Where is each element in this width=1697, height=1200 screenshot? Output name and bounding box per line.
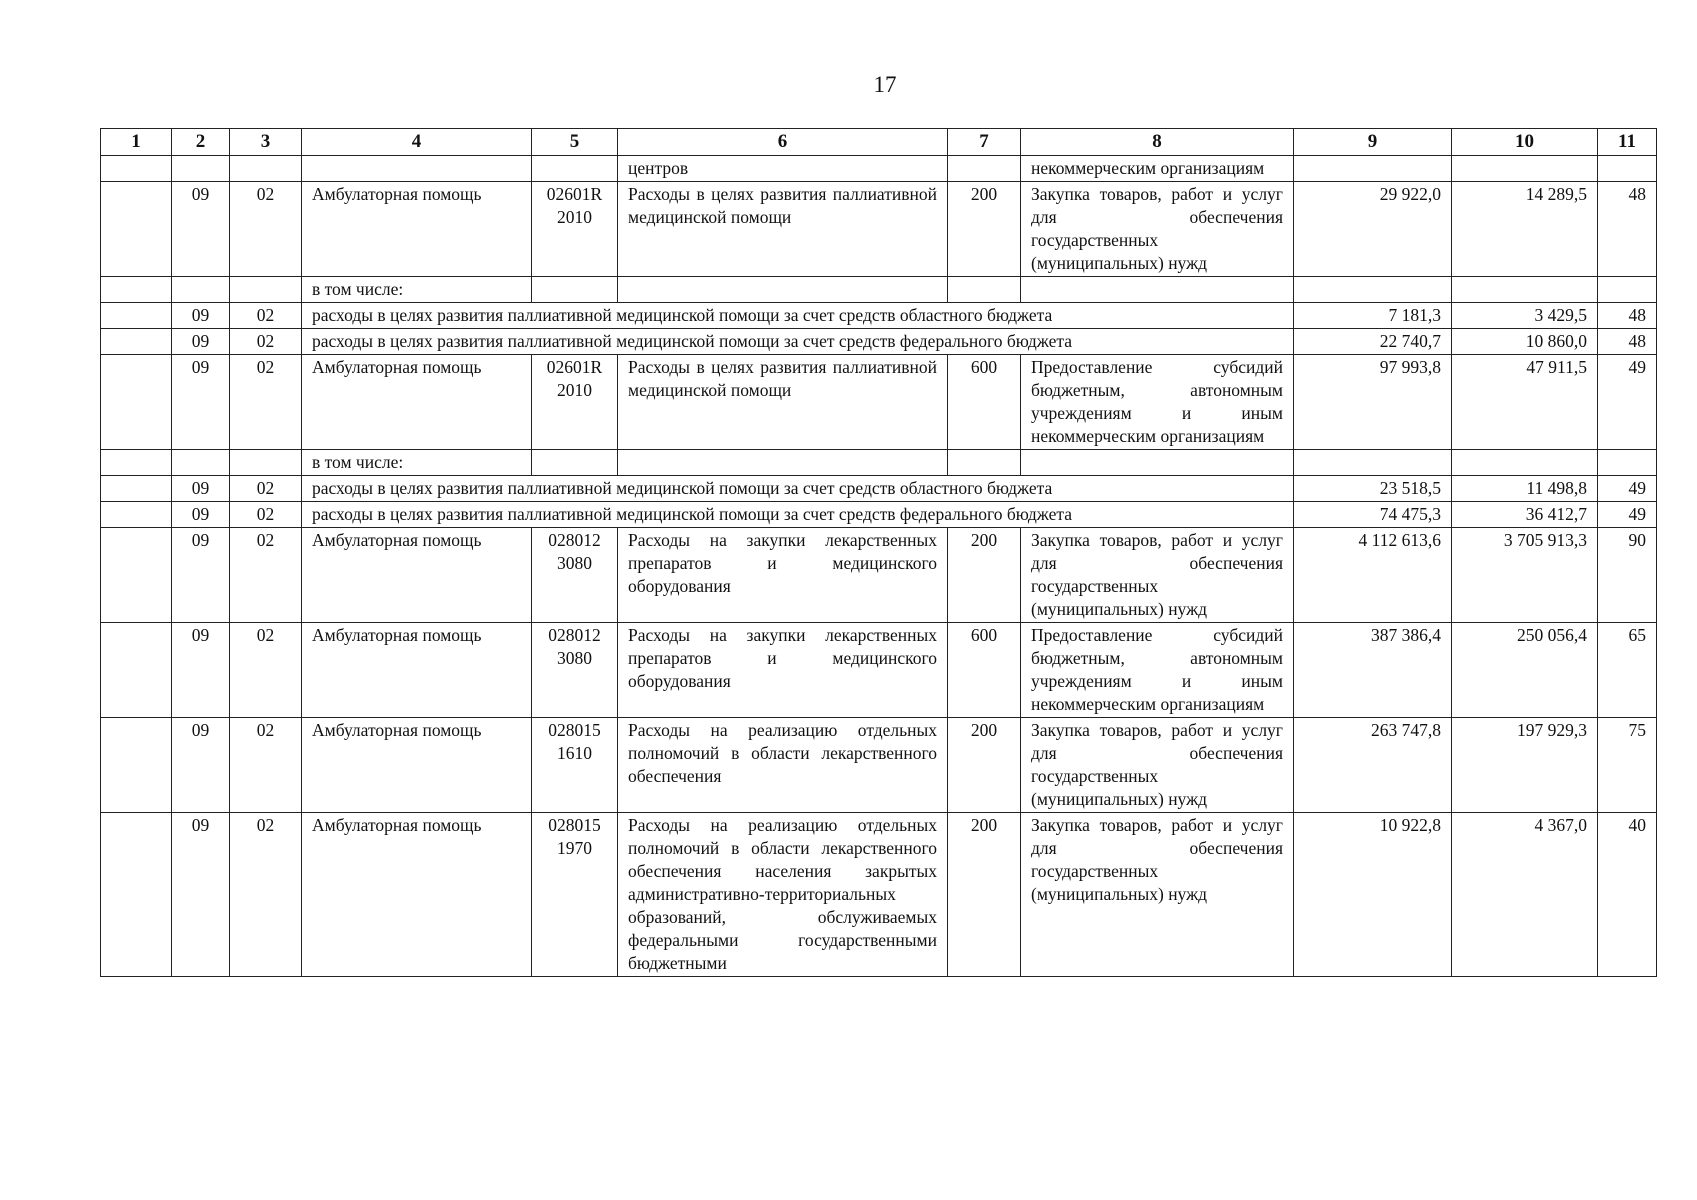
cell-expense-type-code: 600: [948, 355, 1021, 450]
cell-col-1: [101, 355, 172, 450]
cell-percent-col-11: 75: [1598, 718, 1657, 813]
cell-percent-col-11: 65: [1598, 623, 1657, 718]
cell-target-description: Расходы на реализацию отдельных полномочий в области лекарственного обеспечения населения закрытых административно-территориальных образований, обслуживаемых федеральными государственными бюджетными: [618, 813, 948, 977]
cell-amount-col-10: 3 705 913,3: [1452, 528, 1598, 623]
cell-percent-col-11: 49: [1598, 502, 1657, 528]
cell-target-code: 02601R 2010: [532, 355, 618, 450]
table-row: [101, 476, 1657, 502]
cell-amount-col-10: [1452, 156, 1598, 182]
cell-amount-col-9: 4 112 613,6: [1294, 528, 1452, 623]
cell-col-1: [101, 476, 172, 502]
cell-subsection: [230, 156, 302, 182]
cell-expense-type-code: 200: [948, 813, 1021, 977]
column-header-11: 11: [1598, 129, 1657, 156]
column-header-1: 1: [101, 129, 172, 156]
cell-amount-col-9: [1294, 277, 1452, 303]
cell-subsection-name: Амбулаторная помощь: [302, 813, 532, 977]
cell-amount-col-10: [1452, 450, 1598, 476]
cell-subsection: 02: [230, 623, 302, 718]
column-header-3: 3: [230, 129, 302, 156]
cell-amount-col-10: 197 929,3: [1452, 718, 1598, 813]
cell-expense-type-code: 600: [948, 623, 1021, 718]
cell-including-label: в том числе:: [302, 450, 532, 476]
cell-funding-source: расходы в целях развития паллиативной медицинской помощи за счет средств областного бюджета: [302, 476, 1294, 502]
cell-col-1: [101, 623, 172, 718]
cell-col-1: [101, 502, 172, 528]
cell-subsection: 02: [230, 355, 302, 450]
cell-subsection-name: Амбулаторная помощь: [302, 718, 532, 813]
cell-empty: [948, 277, 1021, 303]
cell-amount-col-9: [1294, 450, 1452, 476]
cell-target-code: 028015 1610: [532, 718, 618, 813]
table-row: [101, 813, 1657, 977]
cell-subsection: 02: [230, 718, 302, 813]
table-row: [101, 156, 1657, 182]
cell-col-1: [101, 182, 172, 277]
cell-percent-col-11: 48: [1598, 303, 1657, 329]
cell-target-description: Расходы на закупки лекарственных препаратов и медицинского оборудования: [618, 528, 948, 623]
table-row: [101, 329, 1657, 355]
cell-expense-type-description: Закупка товаров, работ и услуг для обеспечения государственных (муниципальных) нужд: [1021, 813, 1294, 977]
cell-empty: [618, 277, 948, 303]
cell-subsection: 02: [230, 813, 302, 977]
cell-amount-col-9: 97 993,8: [1294, 355, 1452, 450]
table-row: [101, 355, 1657, 450]
cell-section: 09: [172, 329, 230, 355]
cell-subsection: [230, 450, 302, 476]
column-header-5: 5: [532, 129, 618, 156]
page-number: 17: [873, 72, 897, 97]
cell-subsection: 02: [230, 182, 302, 277]
table-row: [101, 623, 1657, 718]
cell-target-code: [532, 156, 618, 182]
cell-including-label: в том числе:: [302, 277, 532, 303]
table-row: [101, 502, 1657, 528]
cell-amount-col-9: 7 181,3: [1294, 303, 1452, 329]
cell-section: [172, 156, 230, 182]
cell-section: 09: [172, 303, 230, 329]
cell-empty: [1021, 277, 1294, 303]
cell-subsection-name: Амбулаторная помощь: [302, 623, 532, 718]
table-row: [101, 182, 1657, 277]
cell-percent-col-11: 40: [1598, 813, 1657, 977]
cell-amount-col-9: 29 922,0: [1294, 182, 1452, 277]
cell-expense-type-code: 200: [948, 718, 1021, 813]
cell-funding-source: расходы в целях развития паллиативной медицинской помощи за счет средств федерального бюджета: [302, 329, 1294, 355]
cell-section: 09: [172, 182, 230, 277]
cell-percent-col-11: [1598, 450, 1657, 476]
cell-subsection-name: Амбулаторная помощь: [302, 182, 532, 277]
cell-amount-col-9: 22 740,7: [1294, 329, 1452, 355]
cell-target-code: 028012 3080: [532, 623, 618, 718]
cell-col-1: [101, 528, 172, 623]
cell-expense-type-description: Предоставление субсидий бюджетным, автономным учреждениям и иным некоммерческим организациям: [1021, 355, 1294, 450]
cell-expense-type-code: 200: [948, 182, 1021, 277]
cell-percent-col-11: 48: [1598, 329, 1657, 355]
cell-subsection: 02: [230, 303, 302, 329]
cell-target-description: Расходы в целях развития паллиативной медицинской помощи: [618, 182, 948, 277]
cell-funding-source: расходы в целях развития паллиативной медицинской помощи за счет средств областного бюджета: [302, 303, 1294, 329]
column-header-10: 10: [1452, 129, 1598, 156]
table-row: [101, 277, 1657, 303]
cell-subsection-name: Амбулаторная помощь: [302, 528, 532, 623]
cell-amount-col-10: 10 860,0: [1452, 329, 1598, 355]
cell-section: [172, 450, 230, 476]
cell-expense-type-description: Предоставление субсидий бюджетным, автономным учреждениям и иным некоммерческим организациям: [1021, 623, 1294, 718]
cell-section: 09: [172, 813, 230, 977]
cell-target-code: 028012 3080: [532, 528, 618, 623]
cell-col-1: [101, 450, 172, 476]
column-header-9: 9: [1294, 129, 1452, 156]
cell-section: 09: [172, 623, 230, 718]
cell-subsection: 02: [230, 502, 302, 528]
cell-funding-source: расходы в целях развития паллиативной медицинской помощи за счет средств федерального бюджета: [302, 502, 1294, 528]
budget-table: [100, 128, 1657, 977]
cell-empty: [1021, 450, 1294, 476]
cell-amount-col-9: 263 747,8: [1294, 718, 1452, 813]
cell-col-1: [101, 156, 172, 182]
cell-amount-col-9: 74 475,3: [1294, 502, 1452, 528]
cell-subsection-name: [302, 156, 532, 182]
cell-amount-col-10: 47 911,5: [1452, 355, 1598, 450]
cell-expense-type-description: Закупка товаров, работ и услуг для обеспечения государственных (муниципальных) нужд: [1021, 528, 1294, 623]
cell-empty: [532, 450, 618, 476]
table-row: [101, 528, 1657, 623]
cell-amount-col-10: 36 412,7: [1452, 502, 1598, 528]
cell-expense-type-description: Закупка товаров, работ и услуг для обеспечения государственных (муниципальных) нужд: [1021, 718, 1294, 813]
cell-col-1: [101, 718, 172, 813]
cell-col-1: [101, 303, 172, 329]
cell-target-description: Расходы на реализацию отдельных полномочий в области лекарственного обеспечения: [618, 718, 948, 813]
column-header-8: 8: [1021, 129, 1294, 156]
cell-col-1: [101, 277, 172, 303]
cell-percent-col-11: [1598, 277, 1657, 303]
cell-subsection: 02: [230, 329, 302, 355]
header-row: [101, 129, 1657, 156]
cell-amount-col-10: 3 429,5: [1452, 303, 1598, 329]
cell-section: 09: [172, 502, 230, 528]
table-body: [101, 156, 1657, 977]
cell-subsection: 02: [230, 476, 302, 502]
cell-target-description: Расходы на закупки лекарственных препаратов и медицинского оборудования: [618, 623, 948, 718]
cell-expense-type-description: некоммерческим организациям: [1021, 156, 1294, 182]
cell-section: 09: [172, 355, 230, 450]
cell-percent-col-11: 48: [1598, 182, 1657, 277]
cell-subsection: 02: [230, 528, 302, 623]
cell-amount-col-10: 14 289,5: [1452, 182, 1598, 277]
column-header-4: 4: [302, 129, 532, 156]
cell-amount-col-9: 23 518,5: [1294, 476, 1452, 502]
column-header-6: 6: [618, 129, 948, 156]
cell-percent-col-11: 90: [1598, 528, 1657, 623]
cell-target-code: 028015 1970: [532, 813, 618, 977]
cell-amount-col-10: [1452, 277, 1598, 303]
cell-subsection-name: Амбулаторная помощь: [302, 355, 532, 450]
cell-section: 09: [172, 718, 230, 813]
cell-percent-col-11: [1598, 156, 1657, 182]
cell-amount-col-9: 10 922,8: [1294, 813, 1452, 977]
cell-section: 09: [172, 476, 230, 502]
cell-amount-col-10: 4 367,0: [1452, 813, 1598, 977]
cell-percent-col-11: 49: [1598, 355, 1657, 450]
cell-amount-col-9: 387 386,4: [1294, 623, 1452, 718]
table-row: [101, 450, 1657, 476]
cell-col-1: [101, 329, 172, 355]
cell-section: 09: [172, 528, 230, 623]
table-row: [101, 303, 1657, 329]
cell-percent-col-11: 49: [1598, 476, 1657, 502]
cell-section: [172, 277, 230, 303]
cell-target-code: 02601R 2010: [532, 182, 618, 277]
cell-empty: [532, 277, 618, 303]
column-header-2: 2: [172, 129, 230, 156]
cell-col-1: [101, 813, 172, 977]
cell-target-description: центров: [618, 156, 948, 182]
table-row: [101, 718, 1657, 813]
column-header-7: 7: [948, 129, 1021, 156]
cell-amount-col-9: [1294, 156, 1452, 182]
cell-subsection: [230, 277, 302, 303]
cell-expense-type-code: 200: [948, 528, 1021, 623]
cell-amount-col-10: 250 056,4: [1452, 623, 1598, 718]
cell-empty: [618, 450, 948, 476]
cell-target-description: Расходы в целях развития паллиативной медицинской помощи: [618, 355, 948, 450]
cell-empty: [948, 450, 1021, 476]
cell-amount-col-10: 11 498,8: [1452, 476, 1598, 502]
cell-expense-type-code: [948, 156, 1021, 182]
cell-expense-type-description: Закупка товаров, работ и услуг для обеспечения государственных (муниципальных) нужд: [1021, 182, 1294, 277]
